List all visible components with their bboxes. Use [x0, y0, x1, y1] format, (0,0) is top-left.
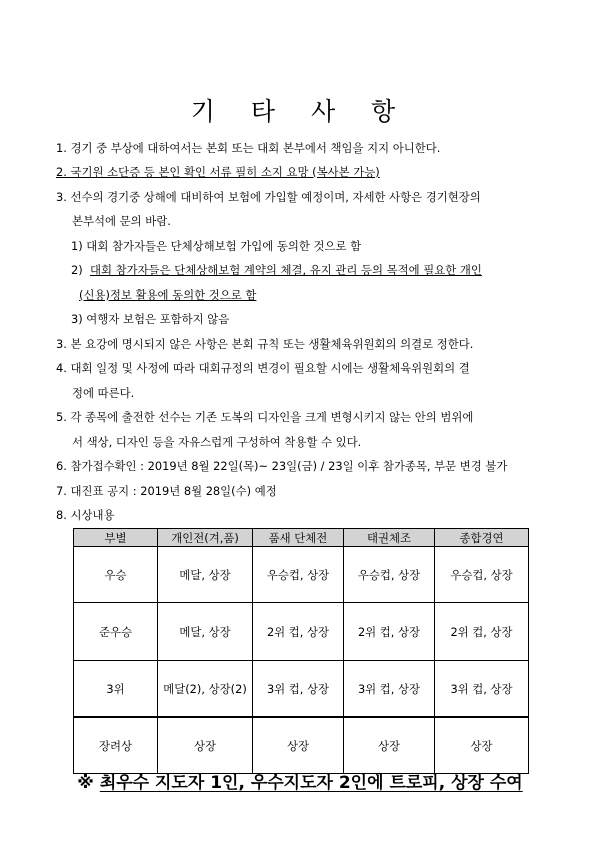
sub-item-2-num: 2): [71, 263, 83, 277]
item-8-awards: 8. 시상내용: [56, 508, 115, 522]
table-cell: 우승컵, 상장: [344, 547, 435, 603]
table-row: [74, 603, 529, 661]
table-row: [74, 547, 529, 603]
table-cell: 상장: [344, 717, 435, 774]
table-cell: 준우승: [74, 603, 158, 661]
header-taekwon-gymnastics: 태권체조: [344, 529, 435, 547]
header-division: 부별: [74, 529, 158, 547]
item-3-insurance-cont: 본부석에 문의 바람.: [72, 214, 171, 228]
table-cell: 우승컵, 상장: [435, 547, 529, 603]
item-3-insurance: 3. 선수의 경기중 상해에 대비하여 보험에 가입할 예정이며, 자세한 사항은 경기현장의: [56, 190, 481, 204]
item-3-rules: 3. 본 요강에 명시되지 않은 사항은 본회 규칙 또는 생활체육위원회의 의결로 정한다.: [56, 337, 474, 351]
table-cell: 우승컵, 상장: [253, 547, 344, 603]
table-cell: 3위 컵, 상장: [344, 661, 435, 718]
item-7-bracket: 7. 대진표 공지 : 2019년 8월 28일(수) 예정: [56, 484, 277, 498]
sub-item-1: 1) 대회 참가자들은 단체상해보험 가입에 동의한 것으로 함: [71, 239, 362, 253]
table-cell: 상장: [253, 717, 344, 774]
item-1: 1. 경기 중 부상에 대하여서는 본회 또는 대회 본부에서 책임을 지지 아니한다.: [56, 141, 441, 155]
table-row: [74, 717, 529, 774]
item-2-id-documents: 2. 국기원 소단증 등 본인 확인 서류 필히 소지 요망 (복사본 가능): [56, 165, 380, 179]
header-poomsae-team: 품새 단체전: [253, 529, 344, 547]
coach-award-text: 최우수 지도자 1인, 우수지도자 2인에 트로피, 상장 수여: [99, 773, 523, 793]
sub-item-3: 3) 여행자 보험은 포함하지 않음: [71, 312, 230, 326]
table-cell: 상장: [435, 717, 529, 774]
header-individual: 개인전(겨,품): [158, 529, 253, 547]
table-cell: 장려상: [74, 717, 158, 774]
sub-item-2: 대회 참가자들은 단체상해보험 계약의 체결, 유지 관리 등의 목적에 필요한 개인: [90, 263, 482, 277]
table-header-row: [74, 529, 529, 547]
item-6-registration: 6. 참가접수확인 : 2019년 8월 22일(목)~ 23일(금) / 23일 이후 참가종목, 부문 변경 불가: [56, 459, 508, 473]
awards-table: [73, 528, 529, 774]
header-combined: 종합경연: [435, 529, 529, 547]
item-5-uniform: 5. 각 종목에 출전한 선수는 기존 도복의 디자인을 크게 변형시키지 않는 안의 범위에: [56, 410, 474, 424]
table-row: [74, 661, 529, 718]
table-cell: 메달, 상장: [158, 547, 253, 603]
table-cell: 2위 컵, 상장: [435, 603, 529, 661]
item-4-schedule: 4. 대회 일정 및 사정에 따라 대회규정의 변경이 필요할 시에는 생활체육위원회의 결: [56, 361, 470, 375]
table-cell: 메달(2), 상장(2): [158, 661, 253, 718]
item-5-uniform-cont: 서 색상, 디자인 등을 자유스럽게 구성하여 착용할 수 있다.: [72, 435, 362, 449]
coach-award-note: [0, 768, 600, 793]
table-cell: 3위 컵, 상장: [253, 661, 344, 718]
page-title: 기 타 사 항: [190, 97, 410, 126]
sub-item-2-cont: (신용)정보 활용에 동의한 것으로 함: [79, 288, 257, 302]
table-cell: 2위 컵, 상장: [344, 603, 435, 661]
table-cell: 상장: [158, 717, 253, 774]
item-4-schedule-cont: 정에 따른다.: [72, 386, 135, 400]
table-cell: 2위 컵, 상장: [253, 603, 344, 661]
table-cell: 3위: [74, 661, 158, 718]
reference-mark-icon: ※: [77, 773, 94, 793]
table-cell: 메달, 상장: [158, 603, 253, 661]
table-cell: 우승: [74, 547, 158, 603]
table-cell: 3위 컵, 상장: [435, 661, 529, 718]
